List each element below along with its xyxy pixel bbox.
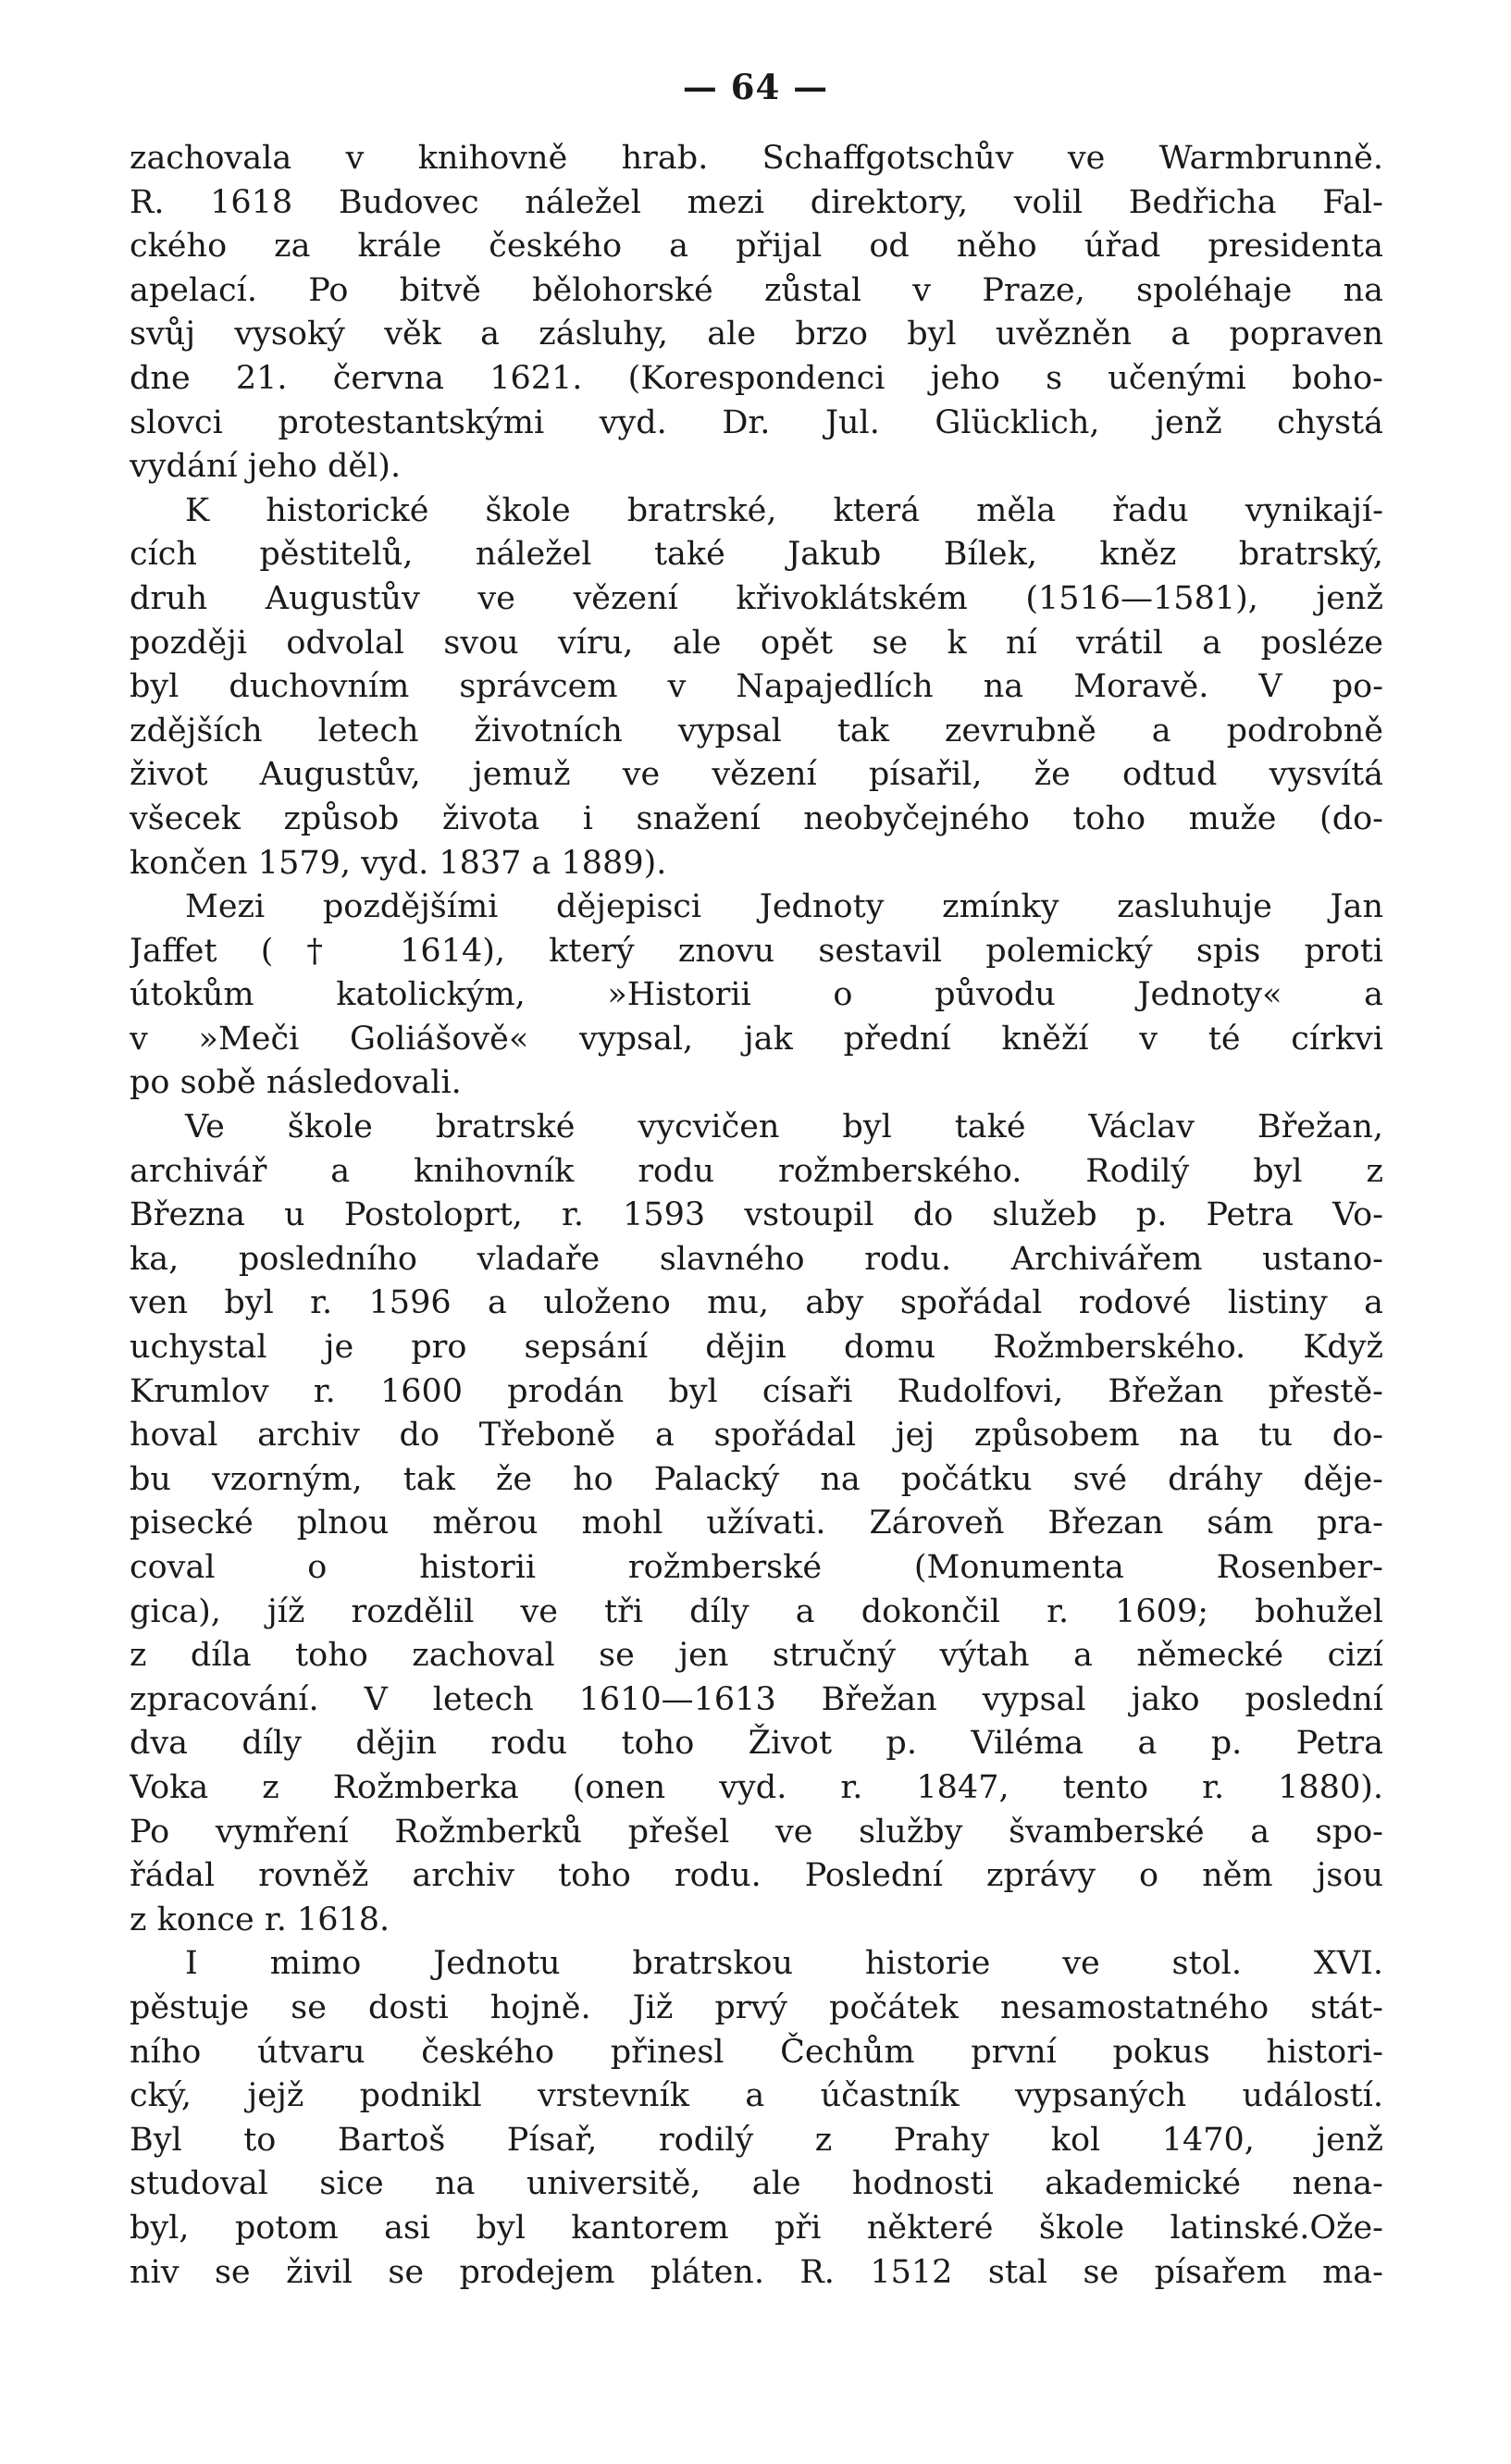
text-line: ven byl r. 1596 a uloženo mu, aby spořádal rodové listiny a [130,1284,1383,1322]
text-line: byl duchovním správcem v Napajedlích na Moravě. V po- [130,668,1383,706]
text-line: I mimo Jednotu bratrskou historie ve stol. XVI. [185,1945,1383,1983]
text-line: Krumlov r. 1600 prodán byl císaři Rudolfovi, Břežan přestě- [130,1372,1383,1410]
text-line: život Augustův, jemuž ve vězení písařil, že odtud vysvítá [130,756,1383,794]
text-line: později odvolal svou víru, ale opět se k ní vrátil a posléze [130,624,1383,662]
text-line: R. 1618 Budovec náležel mezi direktory, volil Bedřicha Fal- [130,183,1383,221]
body-text [130,137,1383,2295]
text-line: ka, posledního vladaře slavného rodu. Archivářem ustano- [130,1240,1383,1278]
text-line: Března u Postoloprt, r. 1593 vstoupil do služeb p. Petra Vo- [130,1196,1383,1234]
text-line: apelací. Po bitvě bělohorské zůstal v Praze, spoléhaje na [130,271,1383,309]
text-line: vydání jeho děl). [130,448,402,486]
text-line: coval o historii rožmberské (Monumenta Rosenber- [130,1549,1383,1586]
text-line: byl, potom asi byl kantorem při některé škole latinské.Ože- [130,2209,1383,2247]
text-line: z díla toho zachoval se jen stručný výtah a německé cizí [130,1637,1383,1675]
text-line: po sobě následovali. [130,1064,462,1102]
text-line: ního útvaru českého přinesl Čechům první pokus histori- [130,2033,1383,2071]
text-line: studoval sice na universitě, ale hodnosti akademické nena- [130,2165,1383,2203]
text-line: Ve škole bratrské vycvičen byl také Václav Břežan, [185,1108,1383,1146]
text-line: všecek způsob života i snažení neobyčejného toho muže (do- [130,799,1383,837]
text-line: útokům katolickým, »Historii o původu Jednoty« a [130,976,1383,1014]
text-line: slovci protestantskými vyd. Dr. Jul. Glücklich, jenž chystá [130,403,1383,441]
text-line: pěstuje se dosti hojně. Již prvý počátek nesamostatného stát- [130,1988,1383,2026]
text-line: bu vzorným, tak že ho Palacký na počátku své dráhy děje- [130,1460,1383,1498]
text-line: niv se živil se prodejem pláten. R. 1512 stal se písařem ma- [130,2253,1383,2291]
text-line: Voka z Rožmberka (onen vyd. r. 1847, tento r. 1880). [130,1768,1383,1806]
text-line: Byl to Bartoš Písař, rodilý z Prahy kol 1470, jenž [130,2121,1383,2159]
text-line: cích pěstitelů, náležel také Jakub Bílek, kněz bratrský, [130,536,1383,574]
text-line: K historické škole bratrské, která měla řadu vynikají- [185,491,1383,529]
text-line: hoval archiv do Třeboně a spořádal jej způsobem na tu do- [130,1417,1383,1455]
text-line: Jaffet († 1614), který znovu sestavil polemický spis proti [130,932,1383,970]
text-line: Mezi pozdějšími dějepisci Jednoty zmínky zasluhuje Jan [185,888,1383,926]
text-line: zachovala v knihovně hrab. Schaffgotschův ve Warmbrunně. [130,140,1383,177]
text-line: v »Meči Goliášově« vypsal, jak přední kněží v té církvi [130,1020,1383,1058]
text-line: zdějších letech životních vypsal tak zevrubně a podrobně [130,712,1383,749]
text-line: svůj vysoký věk a zásluhy, ale brzo byl uvězněn a popraven [130,316,1383,353]
text-line: gica), jíž rozdělil ve tři díly a dokončil r. 1609; bohužel [130,1592,1383,1630]
text-line: končen 1579, vyd. 1837 a 1889). [130,844,667,882]
page-number: — 64 — [682,67,829,107]
text-line: Po vymření Rožmberků přešel ve služby švamberské a spo- [130,1813,1383,1851]
text-line: uchystal je pro sepsání dějin domu Rožmberského. Když [130,1329,1383,1367]
text-line: cký, jejž podnikl vrstevník a účastník vypsaných událostí. [130,2077,1383,2115]
text-line: řádal rovněž archiv toho rodu. Poslední zprávy o něm jsou [130,1857,1383,1895]
text-line: pisecké plnou měrou mohl užívati. Zároveň Březan sám pra- [130,1504,1383,1542]
text-line: druh Augustův ve vězení křivoklátském (1516—1581), jenž [130,579,1383,617]
text-line: dva díly dějin rodu toho Život p. Viléma a p. Petra [130,1725,1383,1763]
text-line: ckého za krále českého a přijal od něho úřad presidenta [130,228,1383,266]
text-line: z konce r. 1618. [130,1901,390,1938]
text-line: archivář a knihovník rodu rožmberského. Rodilý byl z [130,1152,1383,1190]
text-line: dne 21. června 1621. (Korespondenci jeho s učenými boho- [130,359,1383,397]
text-line: zpracování. V letech 1610—1613 Břežan vypsal jako poslední [130,1680,1383,1718]
